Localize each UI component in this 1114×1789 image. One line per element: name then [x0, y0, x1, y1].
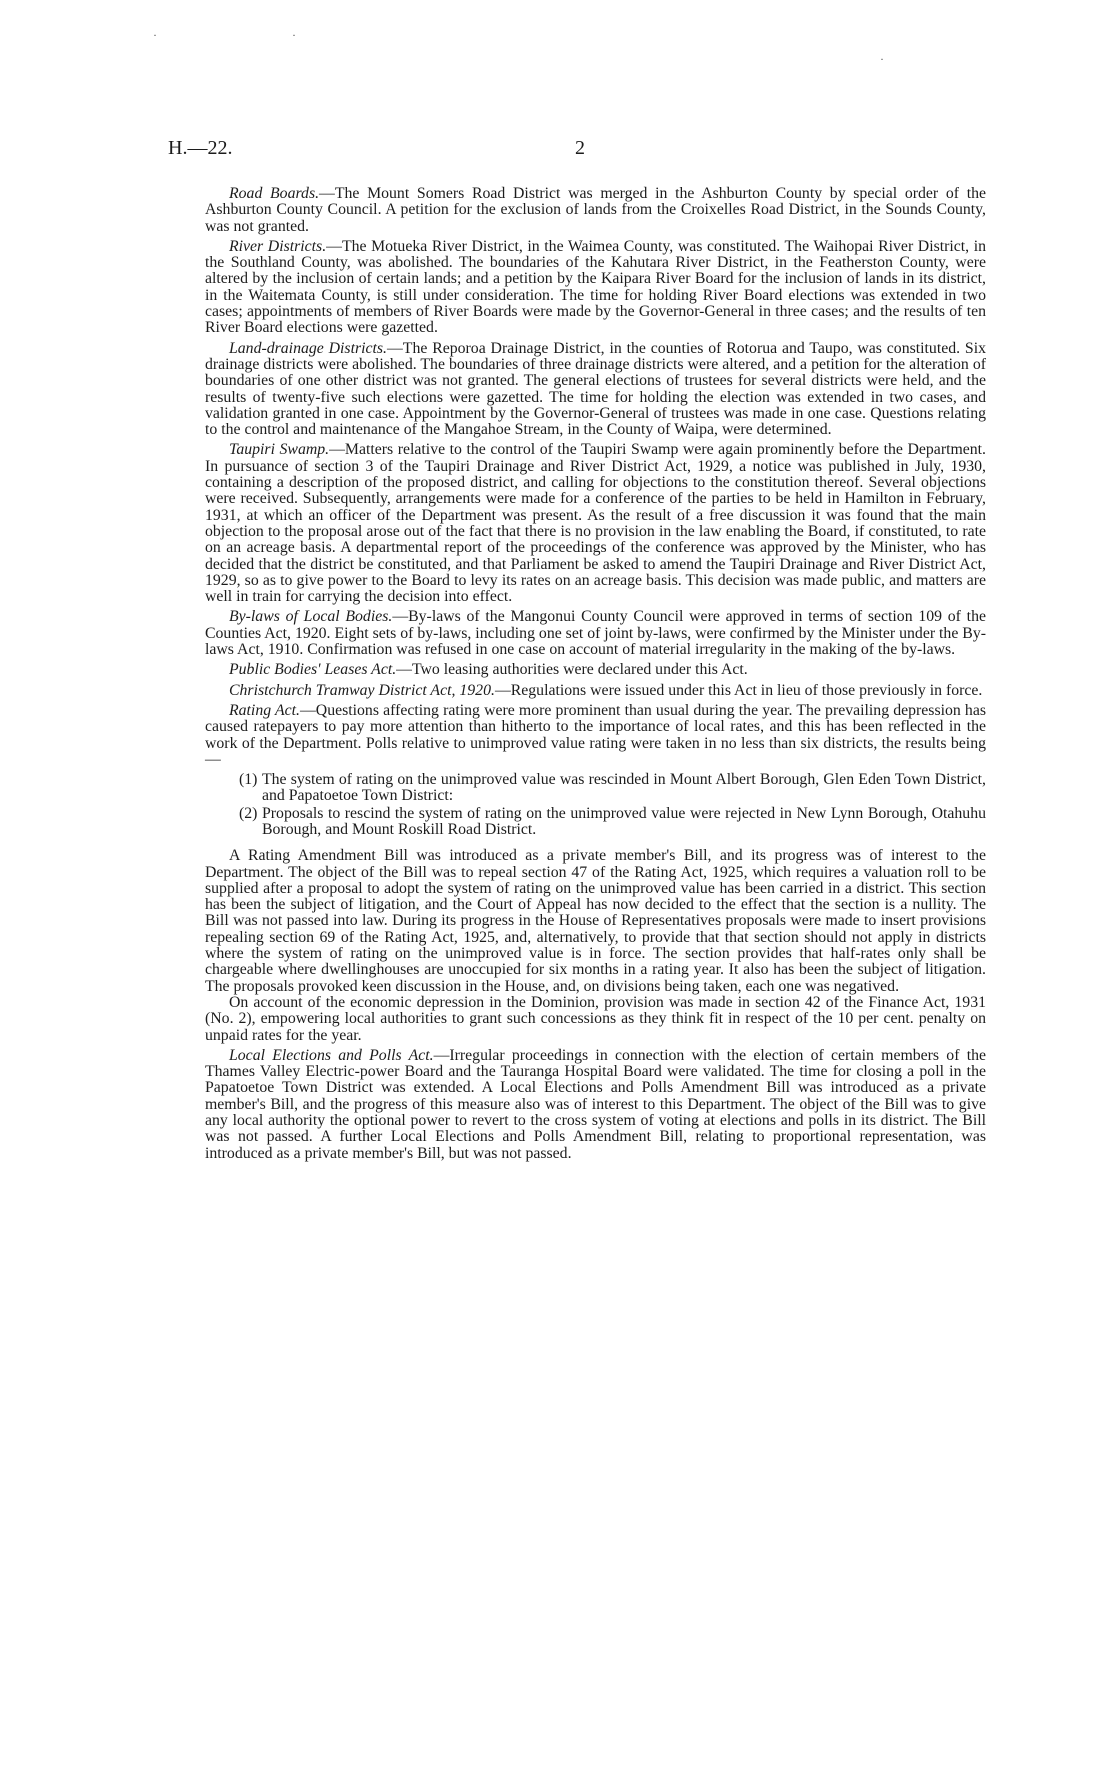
- section-heading: Road Boards.: [229, 185, 320, 202]
- paragraph-text: —Regulations were issued under this Act in lieu of those previously in force.: [494, 681, 983, 699]
- paragraph-by-laws: [205, 609, 986, 658]
- paragraph-text: —The Motueka River District, in the Waimea County, was constituted. The Waihopai River District, in the Southland County, was abolished. The boundaries of the Kahutara River District, in the Featherston County, were altered by the inclusion of certain lands; and a petition by the Kaipara River Board for the inclusion of lands in its district, in the Waitemata County, is still under consideration. The time for holding River Board elections was extended in two cases; appointments of members of River Boards were made by the Governor-General in three cases; and the results of ten River Board elections were gazetted.: [205, 237, 986, 337]
- rating-results-list: [205, 772, 986, 838]
- page-header: [168, 137, 988, 161]
- document-reference: H.—22.: [168, 137, 233, 159]
- section-heading: Rating Act.: [229, 701, 300, 719]
- paragraph-text: —Two leasing authorities were declared under this Act.: [396, 661, 748, 679]
- paragraph-text: A Rating Amendment Bill was introduced as a private member's Bill, and its progress was of interest to the Department. The object of the Bill was to repeal section 47 of the Rating Act, 1925, which requires a valuation roll to be supplied after a proposal to adopt the system of rating on the unimproved value has been carried in a district. This section has been the subject of litigation, and the Court of Appeal has now decided to the effect that the section is a nullity. The Bill was not passed into law. During its progress in the House of Representatives proposals were made to insert provisions repealing section 69 of the Rating Act, 1925, and, alternatively, to provide that that section should not apply in districts where the system of rating on the unimproved value is in force. The section provides that half-rates only shall be chargeable where dwellinghouses are unoccupied for six months in a rating year. It also has been the subject of litigation. The proposals provoked keen discussion in the House, and, on divisions being taken, each one was negatived.: [205, 847, 986, 995]
- paragraph-rating-act: [205, 703, 986, 768]
- section-heading: River Districts.: [229, 237, 327, 255]
- body-text: [205, 186, 986, 1166]
- list-item-number: (2): [239, 804, 258, 822]
- section-heading: Taupiri Swamp.: [229, 441, 330, 459]
- paragraph-text: —Irregular proceedings in connection with the election of certain members of the Thames Valley Electric-power Board and the Tauranga Hospital Board were validated. The time for closing a poll in the Papatoetoe Town District was extended. A Local Elections and Polls Amendment Bill was introduced as a private member's Bill, and the progress of this measure also was of interest to this Department. The object of the Bill was to give any local authority the optional power to revert to the cross system of voting at elections and polls in its district. The Bill was not passed. A further Local Elections and Polls Amendment Bill, relating to proportional representation, was introduced as a private member's Bill, but was not passed.: [205, 1046, 986, 1162]
- scan-mark: ·: [292, 28, 296, 42]
- paragraph-land-drainage: [205, 341, 986, 439]
- scan-mark: ·: [153, 28, 157, 42]
- paragraph-local-elections: [205, 1048, 986, 1162]
- section-heading: Land-drainage Districts.: [229, 339, 387, 357]
- paragraph-text: —By-laws of the Mangonui County Council were approved in terms of section 109 of the Counties Act, 1920. Eight sets of by-laws, including one set of joint by-laws, were confirmed by the Minister under the By-laws Act, 1910. Confirmation was refused in one case on account of material irregularity in the making of the by-laws.: [205, 608, 986, 659]
- paragraph-taupiri-swamp: [205, 442, 986, 605]
- list-item: [205, 772, 986, 805]
- list-item-number: (1): [239, 771, 258, 789]
- list-item: [205, 806, 986, 839]
- paragraph-economic-depression: [205, 995, 986, 1044]
- paragraph-text: —Matters relative to the control of the Taupiri Swamp were again prominently before the Department. In pursuance of section 3 of the Taupiri Drainage and River District Act, 1929, a notice was published in July, 1930, containing a description of the proposed district, and calling for objections to the constitution thereof. Several objections were received. Subsequently, arrangements were made for a conference of the parties to be held in Hamilton in February, 1931, at which an officer of the Department was present. As the result of a free discussion it was found that the main objection to the proposal arose out of the fact that there is no provision in the law enabling the Board, if constituted, to rate on an acreage basis. A departmental report of the proceedings of the conference was approved by the Minister, who has decided that the district be constituted, and that Parliament be asked to amend the Taupiri Drainage and River District Act, 1929, so as to give power to the Board to levy its rates on an acreage basis. This decision was made public, and matters are well in train for carrying the decision into effect.: [205, 441, 987, 606]
- paragraph-text: On account of the economic depression in the Dominion, provision was made in section 42 of the Finance Act, 1931 (No. 2), empowering local authorities to grant such concessions as they think fit in respect of the 10 per cent. penalty on unpaid rates for the year.: [205, 993, 986, 1044]
- paragraph-christchurch-tramway: [205, 683, 986, 699]
- paragraph-text: —Questions affecting rating were more prominent than usual during the year. The prevailing depression has caused ratepayers to pay more attention than hitherto to the importance of local rates, and this has been reflected in the work of the Department. Polls relative to unimproved value rating were taken in no less than six districts, the results being—: [205, 701, 986, 768]
- list-item-text: The system of rating on the unimproved value was rescinded in Mount Albert Borough, Glen Eden Town District, and Papatoetoe Town District:: [262, 771, 986, 805]
- section-heading: Public Bodies' Leases Act.: [229, 661, 397, 679]
- section-heading: Christchurch Tramway District Act, 1920.: [229, 681, 495, 699]
- paragraph-rating-amendment: [205, 848, 986, 995]
- paragraph-public-bodies: [205, 662, 986, 678]
- paragraph-text: —The Mount Somers Road District was merged in the Ashburton County by special order of the Ashburton County Council. A petition for the exclusion of lands from the Croixelles Road District, in the Sounds County, was not granted.: [205, 185, 986, 235]
- paragraph-road-boards: [205, 186, 986, 235]
- paragraph-text: —The Reporoa Drainage District, in the counties of Rotorua and Taupo, was constituted. Six drainage districts were abolished. The boundaries of three drainage districts were altered, and a petition for the alteration of boundaries of one other district was not granted. The general elections of trustees for several districts were held, and the results of twenty-five such elections were gazetted. The time for holding the election was extended in two cases, and validation granted in one case. Appointment by the Governor-General of trustees was made in one case. Questions relating to the control and maintenance of the Mangahoe Stream, in the County of Waipa, were determined.: [205, 339, 986, 439]
- paragraph-river-districts: [205, 239, 986, 337]
- list-item-text: Proposals to rescind the system of rating on the unimproved value were rejected in New Lynn Borough, Otahuhu Borough, and Mount Roskill Road District.: [262, 804, 986, 838]
- page-number: 2: [575, 137, 585, 159]
- scan-mark: ·: [880, 52, 884, 66]
- section-heading: Local Elections and Polls Act.: [229, 1046, 434, 1064]
- section-heading: By-laws of Local Bodies.: [229, 608, 393, 626]
